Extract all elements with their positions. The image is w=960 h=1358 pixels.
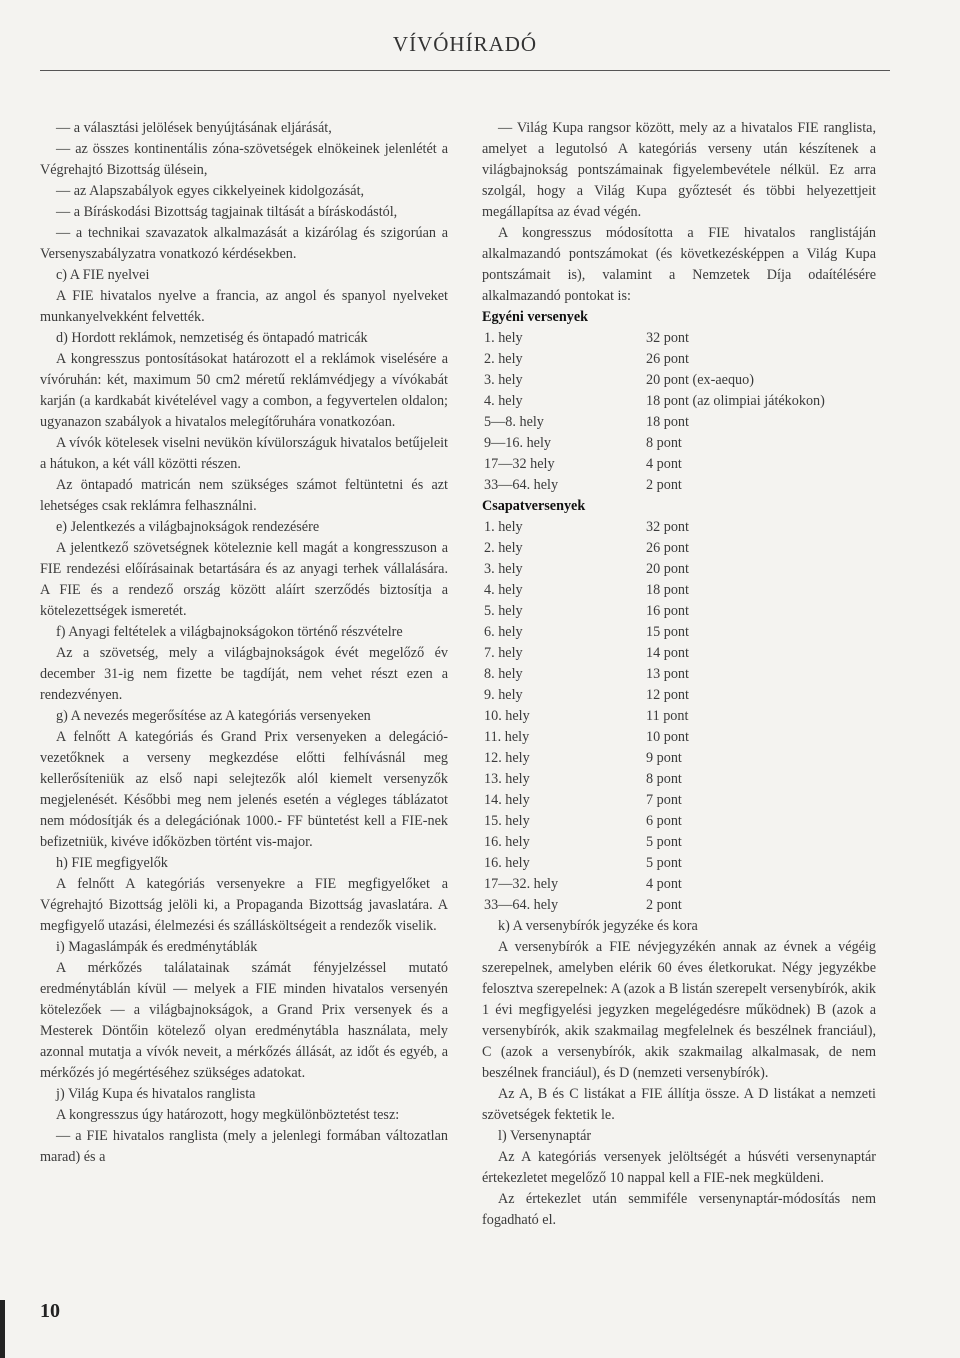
rank-place: 11. hely xyxy=(484,729,530,745)
paragraph: A kongresszus pontosításokat határozott el a reklámok viselésére a vívóruhán: két, maximum 50 cm2 méretű reklámvédjegy a vívókabát karján (a kardkabát kivételével vagy a combon, a fegyvertelen oldalon; ugyanazon szabályok a hivatalos melegítőruhára vonatkozóan. xyxy=(40,351,448,430)
rank-place: 9. hely xyxy=(484,687,523,703)
rank-place: 33—64. hely xyxy=(484,477,559,493)
table-row xyxy=(482,664,876,685)
rank-points: 14 pont xyxy=(646,645,689,661)
rank-place: 1. hely xyxy=(484,330,523,346)
rank-points: 15 pont xyxy=(646,624,689,640)
table-row xyxy=(482,349,876,370)
table-row xyxy=(482,622,876,643)
rank-points: 32 pont xyxy=(646,519,689,535)
section-heading: c) A FIE nyelvei xyxy=(56,267,150,283)
paragraph: Az A, B és C listákat a FIE állítja össze. A D listákat a nemzeti szövetségek fektetik le. xyxy=(482,1086,876,1123)
rank-place: 7. hely xyxy=(484,645,523,661)
rank-points: 16 pont xyxy=(646,603,689,619)
table-row xyxy=(482,328,876,349)
rank-place: 5—8. hely xyxy=(484,414,544,430)
paragraph: — az összes kontinentális zóna-szövetségek elnökeinek jelenlétét a Végrehajtó Bizottság ülésein, xyxy=(40,141,448,178)
table-row xyxy=(482,391,876,412)
paragraph: Az a szövetség, mely a világbajnokságok évét megelőző év december 31-ig nem fizette be tagdíját, nem vehet részt ezen a rendezvényen. xyxy=(40,645,448,703)
page-header-title: VÍVÓHÍRADÓ xyxy=(392,32,538,56)
section-heading: f) Anyagi feltételek a világbajnokságokon történő részvételre xyxy=(56,624,403,640)
rank-points: 5 pont xyxy=(646,834,682,850)
left-column xyxy=(40,118,448,1168)
table-row xyxy=(482,832,876,853)
rank-place: 3. hely xyxy=(484,372,523,388)
table-row xyxy=(482,475,876,496)
paragraph: — a technikai szavazatok alkalmazását a kizárólag és szigorúan a Versenyszabályzatra vonatkozó kérdésekben. xyxy=(40,225,448,262)
table-row xyxy=(482,895,876,916)
paragraph: A mérkőzés találatainak számát fényjelzéssel mutató eredménytáblán kívül — melyek a FIE minden hivatalos versenyén kötelezőek — a világbajnokságok, a Grand Prix versenyek és a Mesterek Döntőin kötelező olyan eredménytábla használata, mely azonnal mutatja a vívók neveit, a mérkőzés állását, az időt és egyéb, a mérkőzés jó megértéséhez szükséges adatokat. xyxy=(40,960,448,1081)
rank-points: 4 pont xyxy=(646,456,682,472)
paragraph: A FIE hivatalos nyelve a francia, az angol és spanyol nyelveket munkanyelvekként felvették. xyxy=(40,288,448,325)
rank-place: 33—64. hely xyxy=(484,897,559,913)
rank-place: 5. hely xyxy=(484,603,523,619)
rank-place: 4. hely xyxy=(484,393,523,409)
rank-points: 2 pont xyxy=(646,477,682,493)
section-heading: e) Jelentkezés a világbajnokságok rendezésére xyxy=(56,519,320,535)
rank-points: 20 pont (ex-aequo) xyxy=(646,372,754,388)
team-points-table xyxy=(482,517,876,916)
paragraph: — az Alapszabályok egyes cikkelyeinek kidolgozását, xyxy=(56,183,365,199)
table-row xyxy=(482,559,876,580)
rank-points: 4 pont xyxy=(646,876,682,892)
paragraph: — a választási jelölések benyújtásának eljárását, xyxy=(56,120,332,136)
rank-points: 13 pont xyxy=(646,666,689,682)
rank-place: 9—16. hely xyxy=(484,435,551,451)
rank-points: 6 pont xyxy=(646,813,682,829)
individual-points-table xyxy=(482,328,876,496)
section-heading: d) Hordott reklámok, nemzetiség és öntapadó matricák xyxy=(56,330,368,346)
rank-place: 17—32. hely xyxy=(484,876,559,892)
table-row xyxy=(482,685,876,706)
rank-place: 16. hely xyxy=(484,834,530,850)
rank-points: 26 pont xyxy=(646,351,689,367)
table-row xyxy=(482,454,876,475)
paragraph: Az A kategóriás versenyek jelöltségét a húsvéti versenynaptár értekezletet megelőző 10 nappal kell a FIE-nek megküldeni. xyxy=(482,1149,876,1186)
right-column xyxy=(482,118,876,1231)
table-row xyxy=(482,769,876,790)
rank-points: 20 pont xyxy=(646,561,689,577)
page-number: 10 xyxy=(40,1300,60,1322)
table-row xyxy=(482,433,876,454)
rank-points: 8 pont xyxy=(646,771,682,787)
rank-points: 18 pont (az olimpiai játékokon) xyxy=(646,393,825,409)
paragraph: A versenybírók a FIE névjegyzékén annak az évnek a végéig szerepelnek, amelyben elérik 60 éves életkorukat. Négy jegyzékbe felosztva szerepelnek: A (azok a B listán szerepelt versenybírók, akik 1 évi megfigyelési jegyzken megelégedésre működnek) B (azok a versenybírók, akik szakmailag megfelelnek és beszélnek franciául), C (azok a versenybírók, akik szakmailag alkalmasak, de nem beszélnek franciául), és D (nemzeti versenybírók). xyxy=(482,939,876,1081)
rank-points: 12 pont xyxy=(646,687,689,703)
table-row xyxy=(482,517,876,538)
rank-points: 11 pont xyxy=(646,708,689,724)
rank-points: 5 pont xyxy=(646,855,682,871)
table-row xyxy=(482,874,876,895)
rank-points: 8 pont xyxy=(646,435,682,451)
rank-place: 2. hely xyxy=(484,540,523,556)
rank-points: 18 pont xyxy=(646,582,689,598)
table-row xyxy=(482,748,876,769)
table-row xyxy=(482,580,876,601)
rank-place: 12. hely xyxy=(484,750,530,766)
rank-place: 8. hely xyxy=(484,666,523,682)
paragraph: A kongresszus módosította a FIE hivatalos ranglistáján alkalmazandó pontszámokat (és következésképpen a Világ Kupa pontszámait is), valamint a Nemzetek Díja odaítélésére alkalmazandó pontokat is: xyxy=(482,225,876,304)
table-row xyxy=(482,853,876,874)
scan-edge-mark xyxy=(0,1300,5,1358)
rank-place: 15. hely xyxy=(484,813,530,829)
table-row xyxy=(482,790,876,811)
table-row xyxy=(482,601,876,622)
table-row xyxy=(482,643,876,664)
section-heading: i) Magaslámpák és eredménytáblák xyxy=(56,939,258,955)
paragraph: A vívók kötelesek viselni nevükön kívülországuk hivatalos betűjeleit a hátukon, a két váll közötti részen. xyxy=(40,435,448,472)
rank-place: 6. hely xyxy=(484,624,523,640)
section-heading: h) FIE megfigyelők xyxy=(56,855,168,871)
paragraph: — a Bíráskodási Bizottság tagjainak tiltását a bíráskodástól, xyxy=(56,204,398,220)
rank-points: 18 pont xyxy=(646,414,689,430)
section-heading: j) Világ Kupa és hivatalos ranglista xyxy=(56,1086,256,1102)
table-row xyxy=(482,811,876,832)
paragraph: — Világ Kupa rangsor között, mely az a hivatalos FIE ranglista, amelyet a legutolsó A kategóriás verseny után készítenek a világbajnokság pontszámainak figyelembevétele nélkül. Ez arra szolgál, hogy a Világ Kupa győztesét és többi helyezettjeit megállapítsa az évad végén. xyxy=(482,120,876,220)
team-heading: Csapatversenyek xyxy=(482,498,586,514)
rank-place: 10. hely xyxy=(484,708,530,724)
rank-place: 2. hely xyxy=(484,351,523,367)
paragraph: A felnőtt A kategóriás és Grand Prix versenyeken a delegáció-vezetőknek a verseny megkezdése előtti felhívásnál meg kellerősíteniük az első napi selejtezők alól kiemelt versenyzők megjelenését. Későbbi meg nem jelenés esetén a végleges táblázatot nem módosítják és a delegációnak 1000.- FF büntetést kell a FIE-nek befizetniük, kivéve időközben történt vis-major. xyxy=(40,729,448,850)
rank-points: 2 pont xyxy=(646,897,682,913)
paragraph: A kongresszus úgy határozott, hogy megkülönböztetést tesz: xyxy=(56,1107,400,1123)
rank-points: 26 pont xyxy=(646,540,689,556)
table-row xyxy=(482,727,876,748)
rank-place: 1. hely xyxy=(484,519,523,535)
rank-points: 7 pont xyxy=(646,792,682,808)
rank-place: 14. hely xyxy=(484,792,530,808)
table-row xyxy=(482,370,876,391)
paragraph: — a FIE hivatalos ranglista (mely a jelenlegi formában változatlan marad) és a xyxy=(40,1128,448,1165)
paragraph: A felnőtt A kategóriás versenyekre a FIE megfigyelőket a Végrehajtó Bizottság jelöli ki, a Propaganda Bizottság javaslatára. A megfigyelő utazási, élelmezési és szállásköltségeit a rendezők viselik. xyxy=(40,876,448,934)
paragraph: A jelentkező szövetségnek köteleznie kell magát a kongresszuson a FIE rendezési előírásainak betartására és az anyagi terhek vállalására. A FIE és a rendező ország között aláírt szerződés biztosítja a kötelezettségek ismeretét. xyxy=(40,540,448,619)
table-row xyxy=(482,538,876,559)
paragraph: Az öntapadó matricán nem szükséges számot feltüntetni és azt lehetséges csak reklámra felhasználni. xyxy=(40,477,448,514)
rank-place: 3. hely xyxy=(484,561,523,577)
paragraph: Az értekezlet után semmiféle versenynaptár-módosítás nem fogadható el. xyxy=(482,1191,876,1228)
section-heading: k) A versenybírók jegyzéke és kora xyxy=(498,918,698,934)
rank-place: 4. hely xyxy=(484,582,523,598)
rank-place: 13. hely xyxy=(484,771,530,787)
rank-place: 16. hely xyxy=(484,855,530,871)
rank-points: 10 pont xyxy=(646,729,689,745)
table-row xyxy=(482,706,876,727)
rank-points: 32 pont xyxy=(646,330,689,346)
rank-place: 17—32 hely xyxy=(484,456,555,472)
section-heading: g) A nevezés megerősítése az A kategóriás versenyeken xyxy=(56,708,371,724)
section-heading: l) Versenynaptár xyxy=(498,1128,592,1144)
individual-heading: Egyéni versenyek xyxy=(482,309,589,325)
rank-points: 9 pont xyxy=(646,750,682,766)
table-row xyxy=(482,412,876,433)
header-rule xyxy=(40,70,890,71)
